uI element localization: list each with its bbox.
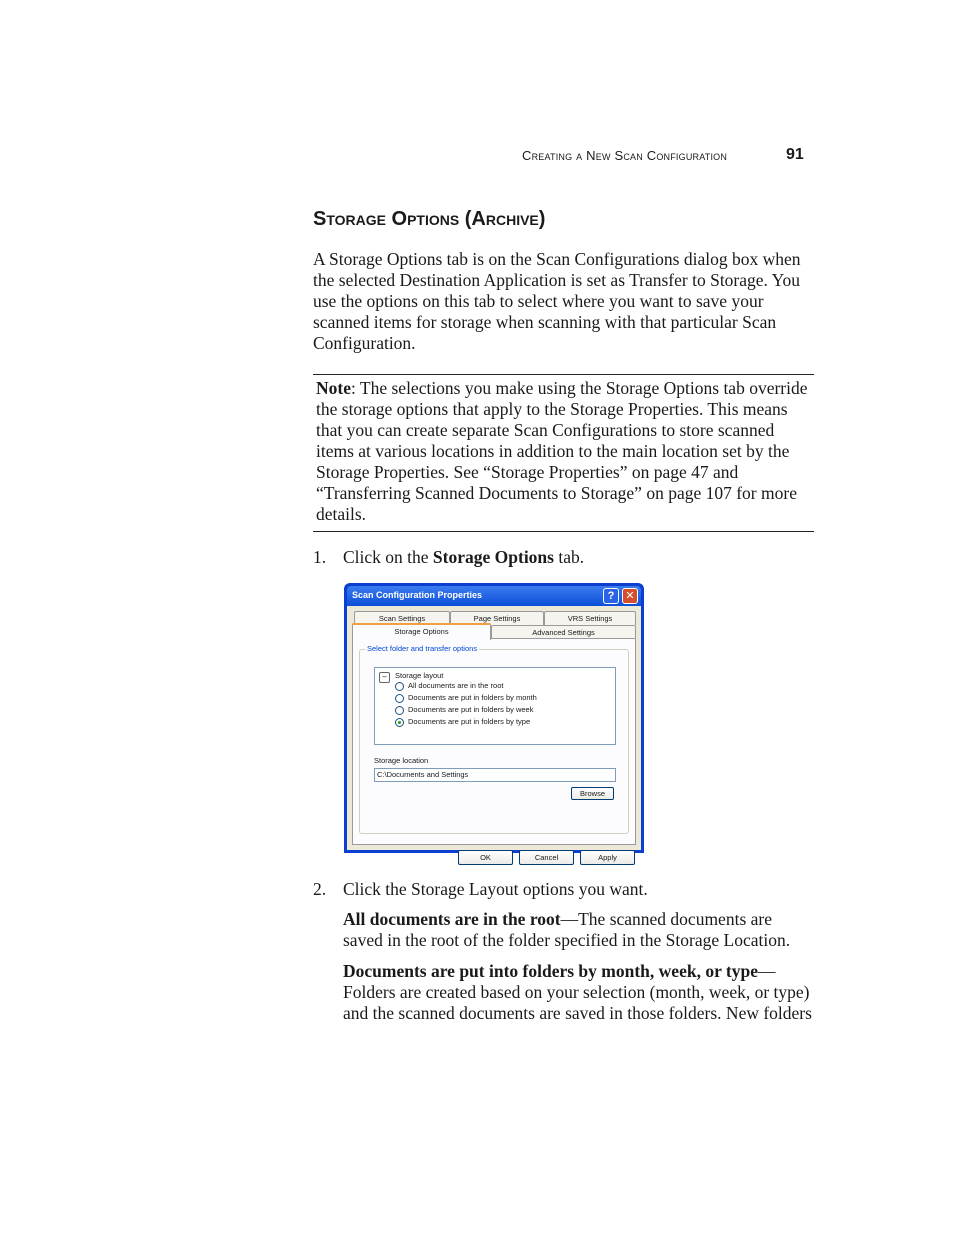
storage-location-value: C:\Documents and Settings <box>377 770 469 779</box>
option-term: All documents are in the root <box>343 909 561 929</box>
radio-week[interactable] <box>395 706 404 715</box>
storage-layout-label: Storage layout <box>395 671 444 680</box>
running-head: Creating a New Scan Configuration <box>522 148 728 163</box>
storage-location-label: Storage location <box>374 756 429 765</box>
tab-storage-options[interactable]: Storage Options <box>352 623 491 640</box>
radio-month-label[interactable]: Documents are put in folders by month <box>408 693 537 702</box>
section-title: Storage Options (Archive) <box>313 208 546 230</box>
option-term: Documents are put into folders by month, week, or type <box>343 961 758 981</box>
storage-options-panel <box>352 638 636 845</box>
step-text: Click on the <box>343 547 433 567</box>
radio-type-label[interactable]: Documents are put in folders by type <box>408 717 531 726</box>
storage-layout-box <box>374 667 616 745</box>
radio-month[interactable] <box>395 694 404 703</box>
note-body: : The selections you make using the Storage Options tab override the storage options that apply to the Storage Properties. This means that you can create separate Scan Configurations to store scanned items at various locations in addition to the main location set by the Storage Properties. See “Storage Properties” on page 47 and “Transferring Scanned Documents to Storage” on page 107 for more details. <box>316 378 808 524</box>
radio-week-label[interactable]: Documents are put in folders by week <box>408 705 534 714</box>
apply-button[interactable]: Apply <box>580 850 635 865</box>
group-legend: Select folder and transfer options <box>367 644 478 653</box>
radio-root-label[interactable]: All documents are in the root <box>408 681 504 690</box>
radio-type[interactable] <box>395 718 404 727</box>
option-text: —Folders are created based on your selection (month, week, or type) and the scanned documents are saved in those folders. New folders <box>343 961 812 1023</box>
storage-location-input[interactable] <box>374 768 616 782</box>
option-desc-root <box>343 909 813 951</box>
ok-button[interactable]: OK <box>458 850 513 865</box>
step-text: tab. <box>553 547 585 567</box>
step-number: 2. <box>313 879 327 899</box>
step-1 <box>313 547 584 568</box>
step-text: Click the Storage Layout options you want. <box>343 879 648 899</box>
step-bold: Storage Options <box>432 547 554 567</box>
intro-paragraph: A Storage Options tab is on the Scan Configurations dialog box when the selected Destination Application is set as Transfer to Storage. You use the options on this tab to select where you want to save your scanned items for storage when scanning with that particular Scan Configuration. <box>313 249 801 353</box>
dialog-title: Scan Configuration Properties <box>352 590 483 600</box>
folder-options-group <box>359 644 629 834</box>
tab-vrs-settings[interactable]: VRS Settings <box>544 611 636 625</box>
tab-page-settings[interactable]: Page Settings <box>450 611 544 625</box>
option-desc-folders <box>343 961 813 1024</box>
scan-config-dialog <box>344 583 644 862</box>
browse-button[interactable]: Browse <box>571 787 614 800</box>
step-number: 1. <box>313 547 327 567</box>
tab-advanced-settings[interactable]: Advanced Settings <box>491 625 636 639</box>
page-number: 91 <box>786 146 804 163</box>
close-button[interactable]: ✕ <box>622 588 638 604</box>
help-button[interactable]: ? <box>603 588 619 604</box>
cancel-button[interactable]: Cancel <box>519 850 574 865</box>
tab-scan-settings[interactable]: Scan Settings <box>354 611 450 625</box>
tree-collapse-icon[interactable]: − <box>379 672 390 683</box>
option-text: —The scanned documents are saved in the root of the folder specified in the Storage Location. <box>343 909 791 950</box>
radio-root[interactable] <box>395 682 404 691</box>
step-2 <box>313 879 648 900</box>
note-paragraph <box>316 378 811 525</box>
note-label: Note <box>316 378 351 398</box>
dialog-titlebar[interactable] <box>347 586 641 606</box>
note-box <box>313 374 814 532</box>
dialog-client <box>347 606 641 862</box>
